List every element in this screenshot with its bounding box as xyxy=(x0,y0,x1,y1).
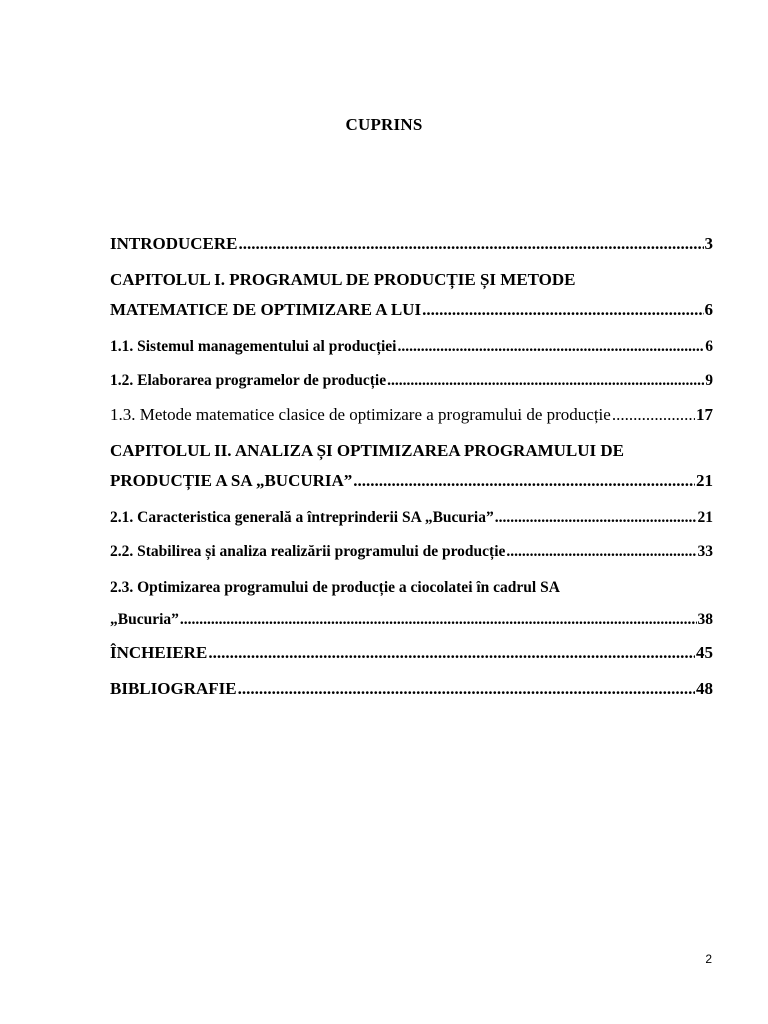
dot-leader xyxy=(387,370,704,392)
page-number: 2 xyxy=(705,952,712,966)
toc-entry-page: 21 xyxy=(696,471,713,490)
toc-entry-page: 48 xyxy=(696,679,713,698)
toc-entry-page: 38 xyxy=(697,611,713,628)
dot-leader xyxy=(612,404,695,426)
toc-entry-label: 2.1. Caracteristica generală a întreprinderii SA „Bucuria” xyxy=(110,509,494,526)
toc-entry-1-2[interactable] xyxy=(110,370,713,392)
toc-entry-label-line1: CAPITOLUL II. ANALIZA ȘI OPTIMIZAREA PROGRAMULUI DE xyxy=(110,441,625,460)
toc-entry-page: 21 xyxy=(697,509,713,526)
toc-entry-bibliografie[interactable] xyxy=(110,678,713,700)
toc-entry-page: 6 xyxy=(705,338,713,355)
dot-leader xyxy=(238,678,695,700)
dot-leader xyxy=(208,642,695,664)
toc-entry-1-1[interactable] xyxy=(110,336,713,358)
dot-leader xyxy=(353,470,695,492)
toc-entry-label: 1.2. Elaborarea programelor de producție xyxy=(110,372,387,389)
toc-entry-page: 17 xyxy=(696,405,713,424)
toc-entry-label-line1: 2.3. Optimizarea programului de producție a ciocolatei în cadrul SA xyxy=(110,579,560,596)
toc-entry-label: „Bucuria” xyxy=(110,611,179,628)
toc-entry-label: BIBLIOGRAFIE xyxy=(110,679,237,698)
page-title: CUPRINS xyxy=(345,115,423,134)
toc-entry-page: 9 xyxy=(705,372,713,389)
dot-leader xyxy=(506,541,696,563)
toc-entry-label: MATEMATICE DE OPTIMIZARE A LUI xyxy=(110,300,422,319)
toc-entry-capitolul-2[interactable] xyxy=(110,440,713,492)
toc-entry-capitolul-1[interactable] xyxy=(110,269,713,321)
dot-leader xyxy=(397,336,704,358)
dot-leader xyxy=(239,233,704,255)
dot-leader xyxy=(495,507,697,529)
toc-entry-page: 3 xyxy=(704,234,713,253)
toc-entry-1-3[interactable] xyxy=(110,404,713,426)
toc-entry-label: 1.1. Sistemul managementului al producției xyxy=(110,338,397,355)
dot-leader xyxy=(180,609,697,631)
toc-entry-introducere[interactable] xyxy=(110,233,713,255)
toc-entry-2-3[interactable] xyxy=(110,577,713,631)
toc-entry-page: 33 xyxy=(697,543,713,560)
toc-entry-page: 6 xyxy=(704,300,713,319)
toc-entry-2-2[interactable] xyxy=(110,541,713,563)
toc-entry-label: 1.3. Metode matematice clasice de optimizare a programului de producție xyxy=(110,405,611,424)
toc-entry-incheiere[interactable] xyxy=(110,642,713,664)
toc-entry-page: 45 xyxy=(696,643,713,662)
toc-entry-label: PRODUCȚIE A SA „BUCURIA” xyxy=(110,471,353,490)
dot-leader xyxy=(422,299,703,321)
toc-entry-2-1[interactable] xyxy=(110,507,713,529)
toc-entry-label: INTRODUCERE xyxy=(110,234,238,253)
toc-entry-label-line1: CAPITOLUL I. PROGRAMUL DE PRODUCȚIE ȘI METODE xyxy=(110,270,576,289)
toc-entry-label: 2.2. Stabilirea și analiza realizării programului de producție xyxy=(110,543,506,560)
toc-entry-label: ÎNCHEIERE xyxy=(110,643,208,662)
